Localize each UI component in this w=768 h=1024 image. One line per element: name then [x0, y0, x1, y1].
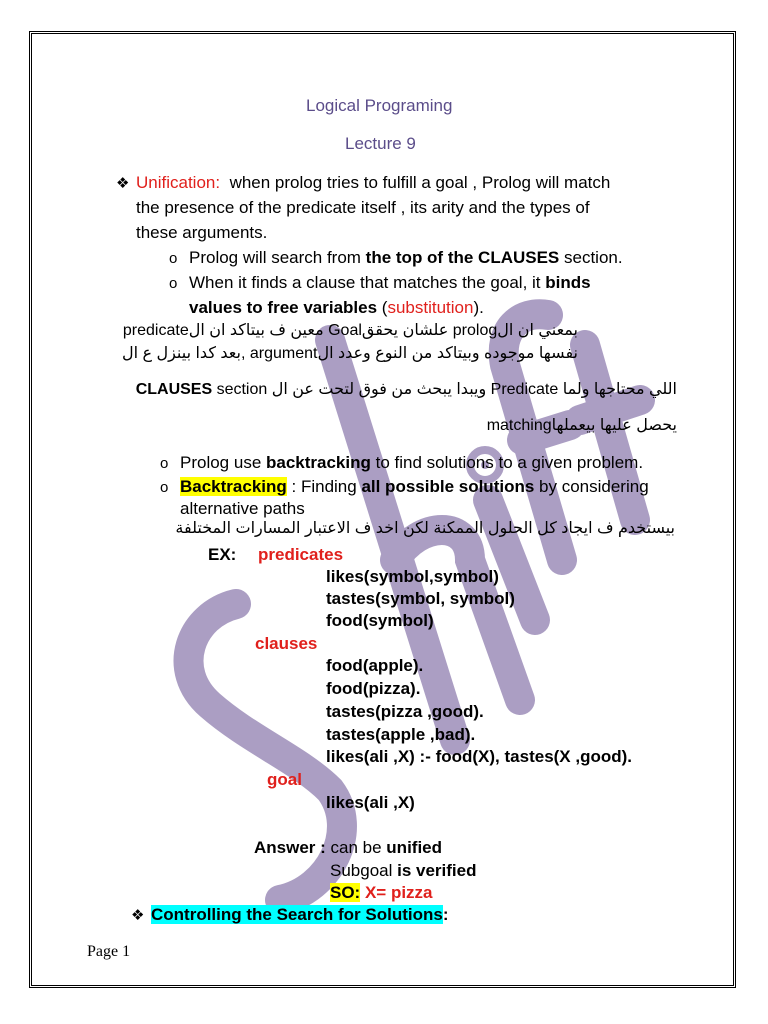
diamond-bullet-icon: ❖: [116, 175, 130, 192]
page-number: Page 1: [87, 943, 131, 960]
circle-bullet-icon: o: [160, 479, 169, 496]
solution-value: X= pizza: [360, 883, 433, 902]
arabic-explanation-line3: CLAUSES section ويبدا يبحث من فوق لتحت عن ال Predicate اللي محتاجها ولما: [135, 381, 677, 398]
predicate-line: likes(symbol,symbol): [326, 567, 499, 586]
clause-line: likes(ali ,X) :- food(X), tastes(X ,good).: [326, 747, 633, 766]
clauses-label: clauses: [255, 634, 318, 653]
controlling-heading: ❖ Controlling the Search for Solutions:: [131, 904, 449, 927]
backtracking-highlight: Backtracking: [180, 477, 287, 496]
unification-text-line1: when prolog tries to fulfill a goal , Prolog will match: [229, 173, 611, 192]
circle-bullet-icon: o: [169, 250, 178, 267]
subgoal-line: Subgoal is verified: [330, 861, 477, 880]
answer-line: Answer : can be unified: [254, 838, 443, 857]
lecture-number: Lecture 9: [345, 134, 416, 153]
backtracking-item2: o Backtracking : Finding all possible solutions by considering: [160, 476, 649, 499]
backtracking-item1: o Prolog use backtracking to find solutions to a given problem.: [160, 452, 643, 475]
solution-line: [330, 882, 433, 904]
clause-line: tastes(apple ,bad).: [326, 725, 476, 744]
so-label: SO:: [330, 883, 361, 902]
predicate-line: food(symbol): [326, 611, 434, 630]
sub-item-search-top: o Prolog will search from the top of the CLAUSES section.: [169, 247, 623, 270]
circle-bullet-icon: o: [160, 455, 169, 472]
sub-item-binds-line2: values to free variables (substitution).: [189, 298, 484, 317]
example-label: EX:: [208, 545, 237, 564]
arabic-explanation-line1: بمعني ان الprolog علشان يحققGoal معين ف بيتاكد ان الpredicate: [122, 322, 578, 339]
predicate-line: tastes(symbol, symbol): [326, 589, 515, 608]
unification-paragraph: [116, 172, 610, 195]
unification-label: Unification:: [136, 173, 221, 192]
unification-text-line3: these arguments.: [136, 223, 268, 242]
arabic-explanation-line4: يحصل عليها بيعملهاmatching: [486, 417, 677, 434]
predicates-label: predicates: [258, 545, 344, 564]
page-title: Logical Programing: [306, 96, 453, 115]
backtracking-arabic: بيستخدم ف ايجاد كل الحلول الممكنة لكن اخد ف الاعتبار المسارات المختلفة: [175, 520, 675, 537]
diamond-bullet-icon: ❖: [131, 907, 145, 924]
sub-item-binds: o When it finds a clause that matches the goal, it binds: [169, 272, 591, 295]
goal-label: goal: [267, 770, 302, 789]
substitution-term: substitution: [387, 298, 474, 317]
unification-text-line2: the presence of the predicate itself , its arity and the types of: [136, 198, 590, 217]
arabic-explanation-line2: نفسها موجوده وبيتاكد من النوع وعدد الargument ,بعد كدا بينزل ع ال: [121, 345, 578, 362]
clause-line: food(pizza).: [326, 679, 421, 698]
goal-line: likes(ali ,X): [326, 793, 415, 812]
backtracking-item2-line2: alternative paths: [180, 499, 305, 518]
circle-bullet-icon: o: [169, 275, 178, 292]
answer-label: Answer :: [254, 838, 326, 857]
clause-line: tastes(pizza ,good).: [326, 702, 484, 721]
clause-line: food(apple).: [326, 656, 424, 675]
